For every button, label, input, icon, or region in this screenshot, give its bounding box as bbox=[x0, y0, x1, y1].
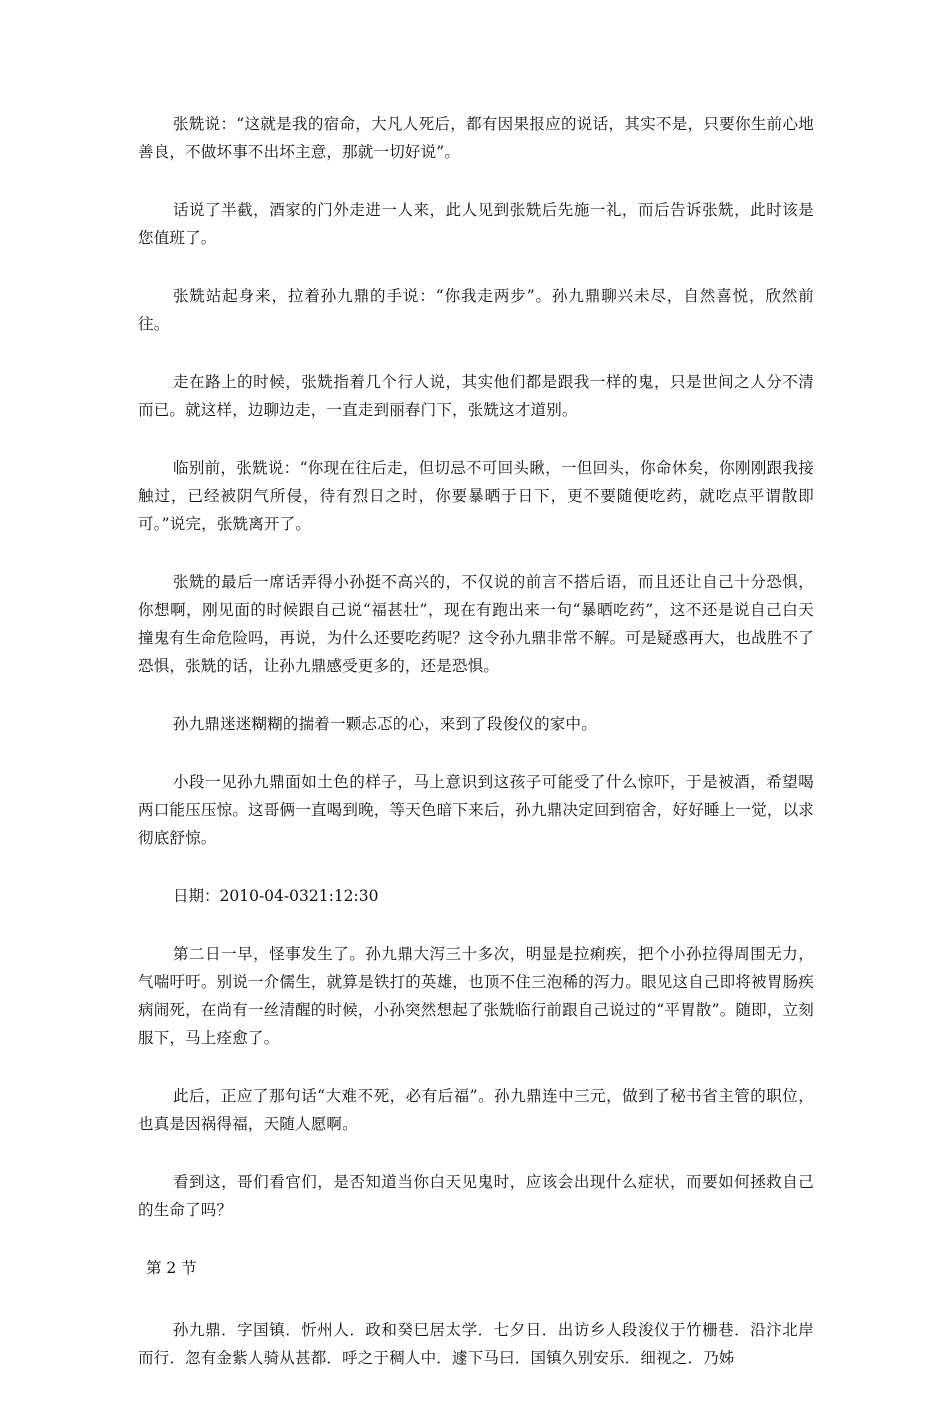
paragraph-9: 第二日一早，怪事发生了。孙九鼎大泻三十多次，明显是拉痢疾，把个小孙拉得周围无力，气喘吁吁。别说一介儒生，就算是铁打的英雄，也顶不住三泡稀的泻力。眼见这自己即将被胃肠疾病闹死，在尚有一丝清醒的时候，小孙突然想起了张兟临行前跟自己说过的“平胃散”。随即，立刻服下，马上痊愈了。 bbox=[138, 945, 814, 1047]
paragraph-2: 话说了半截，酒家的门外走进一人来，此人见到张兟后先施一礼，而后告诉张兟，此时该是您值班了。 bbox=[138, 201, 814, 247]
paragraph-3: 张兟站起身来，拉着孙九鼎的手说：“你我走两步”。孙九鼎聊兴未尽，自然喜悦，欣然前往。 bbox=[138, 287, 814, 333]
paragraph-8: 小段一见孙九鼎面如土色的样子，马上意识到这孩子可能受了什么惊吓，于是被酒，希望喝两口能压压惊。这哥俩一直喝到晚，等天色暗下来后，孙九鼎决定回到宿舍，好好睡上一觉，以求彻底舒惊。 bbox=[138, 773, 814, 847]
section-paragraph: 孙九鼎．字国镇．忻州人．政和癸巳居太学．七夕日．出访乡人段浚仪于竹栅巷．沿汴北岸而行．忽有金紫人骑从甚都．呼之于稠人中．遽下马曰．国镇久别安乐．细视之．乃姊 bbox=[138, 1321, 814, 1367]
paragraph-5: 临别前，张兟说：“你现在往后走，但切忌不可回头瞅，一但回头，你命休矣，你刚刚跟我接触过，已经被阴气所侵，待有烈日之时，你要暴晒于日下，更不要随便吃药，就吃点平谓散即可。”说完，张兟离开了。 bbox=[138, 459, 814, 533]
paragraph-11: 看到这，哥们看官们，是否知道当你白天见鬼时，应该会出现什么症状，而要如何拯救自己的生命了吗？ bbox=[138, 1173, 814, 1219]
date-line: 日期：2010-04-0321:12:30 bbox=[173, 887, 379, 905]
paragraph-6: 张兟的最后一席话弄得小孙挺不高兴的，不仅说的前言不搭后语，而且还让自己十分恐惧，你想啊，刚见面的时候跟自己说“福甚壮”，现在有跑出来一句“暴晒吃药”，这不还是说自己白天撞鬼有生命危险吗，再说，为什么还要吃药呢？这令孙九鼎非常不解。可是疑惑再大，也战胜不了恐惧，张兟的话，让孙九鼎感受更多的，还是恐惧。 bbox=[138, 573, 814, 675]
paragraph-4: 走在路上的时候，张兟指着几个行人说，其实他们都是跟我一样的鬼，只是世间之人分不清而已。就这样，边聊边走，一直走到丽春门下，张兟这才道别。 bbox=[138, 373, 814, 419]
paragraph-7: 孙九鼎迷迷糊糊的揣着一颗忐忑的心，来到了段俊仪的家中。 bbox=[173, 715, 597, 733]
paragraph-10: 此后，正应了那句话“大难不死，必有后福”。孙九鼎连中三元，做到了秘书省主管的职位，也真是因祸得福，天随人愿啊。 bbox=[138, 1087, 814, 1133]
section-heading: 第 2 节 bbox=[146, 1259, 197, 1277]
document-page bbox=[138, 110, 814, 1402]
paragraph-1: 张兟说：“这就是我的宿命，大凡人死后，都有因果报应的说话，其实不是，只要你生前心地善良，不做坏事不出坏主意，那就一切好说”。 bbox=[138, 115, 814, 161]
